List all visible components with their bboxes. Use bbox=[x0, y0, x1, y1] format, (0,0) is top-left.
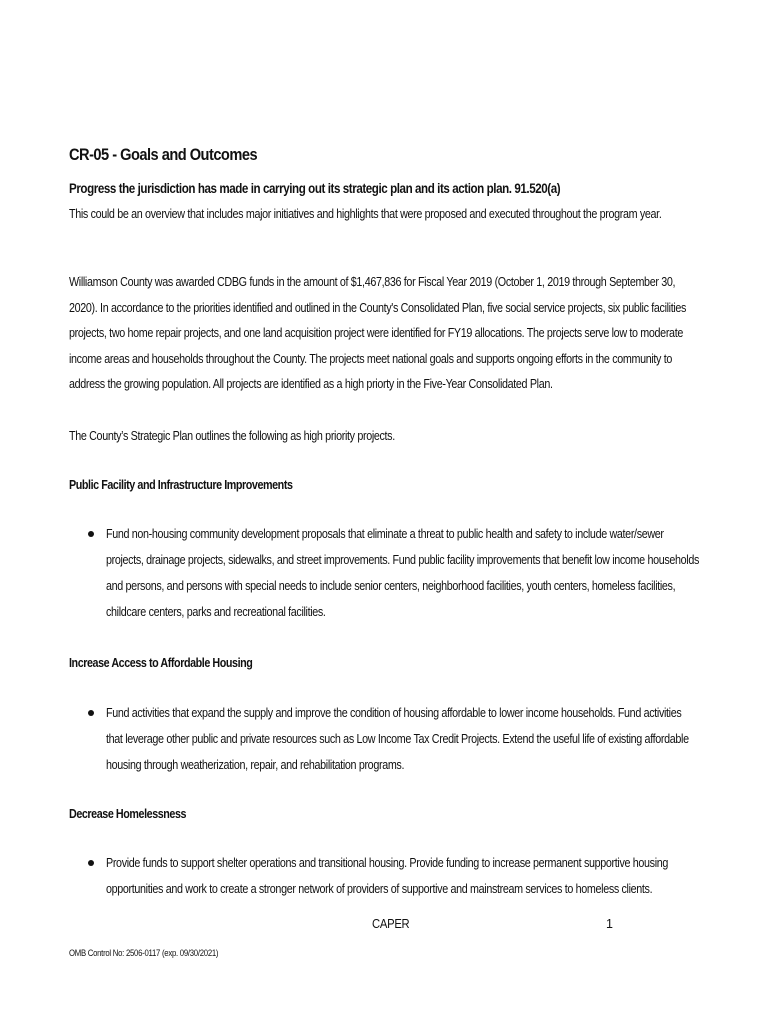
page-number: 1 bbox=[606, 917, 613, 931]
bullet-icon bbox=[88, 860, 94, 866]
bullet-icon bbox=[88, 710, 94, 716]
footer-label: CAPER bbox=[372, 917, 410, 931]
list-item: Fund non-housing community development proposals that eliminate a threat to public health and safety to include water/sewer projects, drainage projects, sidewalks, and street improvements. Fund public facility improvements that benefit low income households and persons, and persons with special needs to include senior centers, neighborhood facilities, youth centers, homeless facilities, childcare centers, parks and recreational facilities. bbox=[106, 527, 699, 619]
body-paragraph: The County’s Strategic Plan outlines the following as high priority projects. bbox=[69, 429, 395, 443]
page-title: CR-05 - Goals and Outcomes bbox=[69, 145, 258, 164]
omb-control-number: OMB Control No: 2506-0117 (exp. 09/30/2021) bbox=[69, 948, 219, 958]
section-title: Public Facility and Infrastructure Improvements bbox=[69, 478, 293, 492]
bullet-icon bbox=[88, 531, 94, 537]
intro-text: This could be an overview that includes major initiatives and highlights that were proposed and executed throughout the program year. bbox=[69, 207, 662, 221]
list-item: Fund activities that expand the supply and improve the condition of housing affordable to lower income households. Fund activities that leverage other public and private resources such as Low Income Tax Credit Projects. Extend the useful life of existing affordable housing through weatherization, repair, and rehabilitation programs. bbox=[106, 706, 689, 772]
section-title: Increase Access to Affordable Housing bbox=[69, 656, 253, 670]
body-paragraph: Williamson County was awarded CDBG funds in the amount of $1,467,836 for Fiscal Year 2019 (October 1, 2019 through September 30, 2020). In accordance to the priorities identified and outlined in the County's Consolidated Plan, five social service projects, six public facilities projects, two home repair projects, and one land acquisition project were identified for FY19 allocations. The projects serve low to moderate income areas and households throughout the County. The projects meet national goals and supports ongoing efforts in the community to address the growing population. All projects are identified as a high priorty in the Five-Year Consolidated Plan. bbox=[69, 275, 687, 391]
list-item: Provide funds to support shelter operations and transitional housing. Provide funding to increase permanent supportive housing opportunities and work to create a stronger network of providers of supportive and mainstream services to homeless clients. bbox=[106, 856, 669, 896]
section-subheading: Progress the jurisdiction has made in carrying out its strategic plan and its action plan. 91.520(a) bbox=[69, 181, 561, 196]
section-title: Decrease Homelessness bbox=[69, 807, 187, 821]
